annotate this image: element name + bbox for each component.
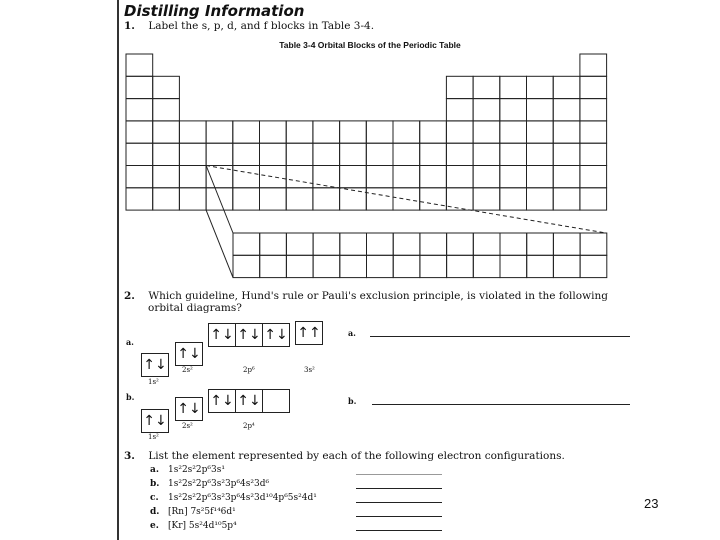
element-cell — [473, 121, 500, 143]
element-cell — [153, 166, 180, 188]
f-block-cell — [500, 255, 527, 277]
f-block-cell — [447, 255, 474, 277]
orbital-1s-b — [141, 409, 169, 433]
answer-b-line[interactable] — [372, 404, 630, 405]
answer-line-b[interactable] — [356, 488, 442, 489]
config-text: 1s²2s²2p⁶3s²3p⁶4s²3d¹⁰4p⁶5s²4d¹ — [168, 493, 317, 503]
f-block-cell — [553, 233, 580, 255]
question-text-cont: orbital diagrams? — [148, 302, 242, 314]
question-text: List the element represented by each of the following electron configurations. — [148, 450, 565, 462]
orbital-cell: ↑↓ — [177, 346, 201, 362]
element-cell — [286, 121, 313, 143]
orbital-cell: ↑↓ — [177, 401, 201, 417]
element-cell — [527, 99, 554, 121]
f-block-cell — [286, 233, 313, 255]
f-block-cell — [260, 255, 287, 277]
orbital-cell: ↑↓ — [143, 357, 167, 373]
f-block-cell — [393, 233, 420, 255]
answer-line-c[interactable] — [356, 502, 442, 503]
element-cell — [313, 143, 340, 165]
element-cell — [340, 188, 367, 210]
orbital-label: 2s² — [182, 422, 193, 430]
element-cell — [473, 143, 500, 165]
f-block-cell — [553, 255, 580, 277]
element-cell — [553, 143, 580, 165]
element-cell — [260, 121, 287, 143]
element-cell — [286, 143, 313, 165]
f-block-cell — [473, 233, 500, 255]
element-cell — [580, 121, 607, 143]
orbital-label: 3s² — [304, 366, 315, 374]
element-cell — [206, 143, 233, 165]
answer-b-label: b. — [348, 396, 357, 406]
f-block-cell — [420, 233, 447, 255]
item-letter: a. — [150, 465, 159, 475]
f-block-cell — [260, 233, 287, 255]
question-2 — [124, 290, 608, 314]
item-letter: d. — [150, 507, 160, 517]
element-cell — [500, 188, 527, 210]
f-block-cell — [340, 255, 367, 277]
orbital-cell: ↑↓ — [209, 390, 236, 412]
element-cell — [260, 143, 287, 165]
element-cell — [340, 143, 367, 165]
diagram-b-letter: b. — [126, 392, 135, 402]
answer-a-label: a. — [348, 328, 356, 338]
element-cell — [179, 143, 206, 165]
element-cell — [473, 166, 500, 188]
f-block-cell — [527, 255, 554, 277]
element-cell — [500, 166, 527, 188]
orbital-1s-a — [141, 353, 169, 377]
element-cell — [420, 121, 447, 143]
f-block-connector — [206, 166, 606, 234]
orbital-label: 1s² — [148, 378, 159, 386]
page-number: 23 — [644, 496, 659, 511]
element-cell — [446, 121, 473, 143]
element-cell — [420, 143, 447, 165]
element-cell — [393, 143, 420, 165]
element-cell — [233, 143, 260, 165]
config-item — [150, 521, 237, 531]
element-cell — [580, 188, 607, 210]
f-block-cell — [233, 233, 260, 255]
element-cell — [313, 121, 340, 143]
config-text: [Rn] 7s²5f¹⁴6d¹ — [168, 507, 236, 517]
orbital-2p-a — [208, 323, 290, 347]
element-cell — [313, 188, 340, 210]
element-cell — [393, 166, 420, 188]
f-block-cell — [580, 255, 607, 277]
element-cell — [366, 166, 393, 188]
element-cell — [153, 99, 180, 121]
element-cell — [553, 166, 580, 188]
element-cell — [153, 188, 180, 210]
element-cell — [179, 121, 206, 143]
element-cell — [420, 166, 447, 188]
element-cell — [553, 99, 580, 121]
orbital-2s-b — [175, 397, 203, 421]
f-block-cell — [367, 255, 394, 277]
config-item — [150, 465, 225, 475]
element-cell — [580, 54, 607, 76]
f-block-cell — [393, 255, 420, 277]
element-cell — [126, 76, 153, 98]
question-3 — [124, 450, 565, 462]
element-cell — [233, 188, 260, 210]
orbital-cell: ↑↓ — [236, 390, 263, 412]
element-cell — [446, 166, 473, 188]
element-cell — [580, 166, 607, 188]
element-cell — [473, 99, 500, 121]
element-cell — [179, 188, 206, 210]
orbital-label: 2p⁶ — [243, 366, 255, 374]
element-cell — [527, 166, 554, 188]
element-cell — [233, 121, 260, 143]
answer-line-a[interactable] — [356, 474, 442, 475]
element-cell — [126, 166, 153, 188]
question-text: Which guideline, Hund's rule or Pauli's exclusion principle, is violated in the following — [148, 290, 608, 302]
element-cell — [500, 76, 527, 98]
question-number: 3. — [124, 450, 135, 462]
f-block-connector — [206, 210, 233, 278]
config-item — [150, 493, 317, 503]
orbital-cell: ↑↑ — [297, 325, 321, 341]
f-block-cell — [473, 255, 500, 277]
element-cell — [473, 76, 500, 98]
element-cell — [260, 166, 287, 188]
f-block-cell — [233, 255, 260, 277]
element-cell — [446, 143, 473, 165]
element-cell — [126, 54, 153, 76]
element-cell — [366, 188, 393, 210]
element-cell — [393, 121, 420, 143]
question-text: Label the s, p, d, and f blocks in Table 3-4. — [148, 20, 375, 32]
element-cell — [500, 99, 527, 121]
table-caption: Table 3-4 Orbital Blocks of the Periodic Table — [279, 40, 461, 50]
element-cell — [153, 76, 180, 98]
element-cell — [179, 166, 206, 188]
element-cell — [527, 76, 554, 98]
section-heading: Distilling Information — [124, 2, 305, 20]
orbital-label: 2p⁴ — [243, 422, 255, 430]
element-cell — [126, 121, 153, 143]
orbital-cell — [263, 390, 289, 412]
orbital-3s-a — [295, 321, 323, 345]
answer-line-d[interactable] — [356, 516, 442, 517]
element-cell — [126, 143, 153, 165]
config-text: 1s²2s²2p⁶3s²3p⁶4s²3d⁶ — [168, 479, 270, 489]
element-cell — [527, 188, 554, 210]
f-block-cell — [420, 255, 447, 277]
element-cell — [580, 143, 607, 165]
element-cell — [286, 188, 313, 210]
element-cell — [366, 143, 393, 165]
element-cell — [580, 99, 607, 121]
element-cell — [420, 188, 447, 210]
item-letter: e. — [150, 521, 159, 531]
answer-line-e[interactable] — [356, 530, 442, 531]
element-cell — [580, 76, 607, 98]
element-cell — [340, 121, 367, 143]
diagram-a-letter: a. — [126, 337, 134, 347]
f-block-cell — [313, 255, 340, 277]
orbital-cell: ↑↓ — [236, 324, 263, 346]
element-cell — [553, 121, 580, 143]
answer-a-line[interactable] — [370, 336, 630, 337]
orbital-cell: ↑↓ — [209, 324, 236, 346]
f-block-cell — [500, 233, 527, 255]
element-cell — [527, 121, 554, 143]
config-item — [150, 479, 269, 489]
f-block-cell — [313, 233, 340, 255]
element-cell — [233, 166, 260, 188]
element-cell — [340, 166, 367, 188]
element-cell — [553, 188, 580, 210]
question-number: 1. — [124, 20, 135, 32]
element-cell — [446, 76, 473, 98]
config-text: [Kr] 5s²4d¹⁰5p⁴ — [168, 521, 237, 531]
config-text: 1s²2s²2p⁶3s¹ — [168, 465, 225, 475]
element-cell — [126, 99, 153, 121]
element-cell — [500, 143, 527, 165]
element-cell — [126, 188, 153, 210]
element-cell — [153, 121, 180, 143]
element-cell — [473, 188, 500, 210]
item-letter: b. — [150, 479, 160, 489]
orbital-cell: ↑↓ — [143, 413, 167, 429]
config-item — [150, 507, 236, 517]
element-cell — [500, 121, 527, 143]
orbital-2p-b — [208, 389, 290, 413]
item-letter: c. — [150, 493, 159, 503]
element-cell — [553, 76, 580, 98]
f-block-cell — [447, 233, 474, 255]
f-block-cell — [367, 233, 394, 255]
question-number: 2. — [124, 290, 135, 302]
element-cell — [446, 99, 473, 121]
f-block-connector — [206, 166, 233, 234]
element-cell — [286, 166, 313, 188]
element-cell — [366, 121, 393, 143]
f-block-cell — [580, 233, 607, 255]
f-block-cell — [340, 233, 367, 255]
element-cell — [260, 188, 287, 210]
orbital-2s-a — [175, 342, 203, 366]
orbital-label: 1s² — [148, 433, 159, 441]
element-cell — [527, 143, 554, 165]
element-cell — [153, 143, 180, 165]
f-block-cell — [286, 255, 313, 277]
f-block-cell — [527, 233, 554, 255]
orbital-cell: ↑↓ — [264, 327, 288, 343]
orbital-label: 2s² — [182, 366, 193, 374]
element-cell — [206, 121, 233, 143]
